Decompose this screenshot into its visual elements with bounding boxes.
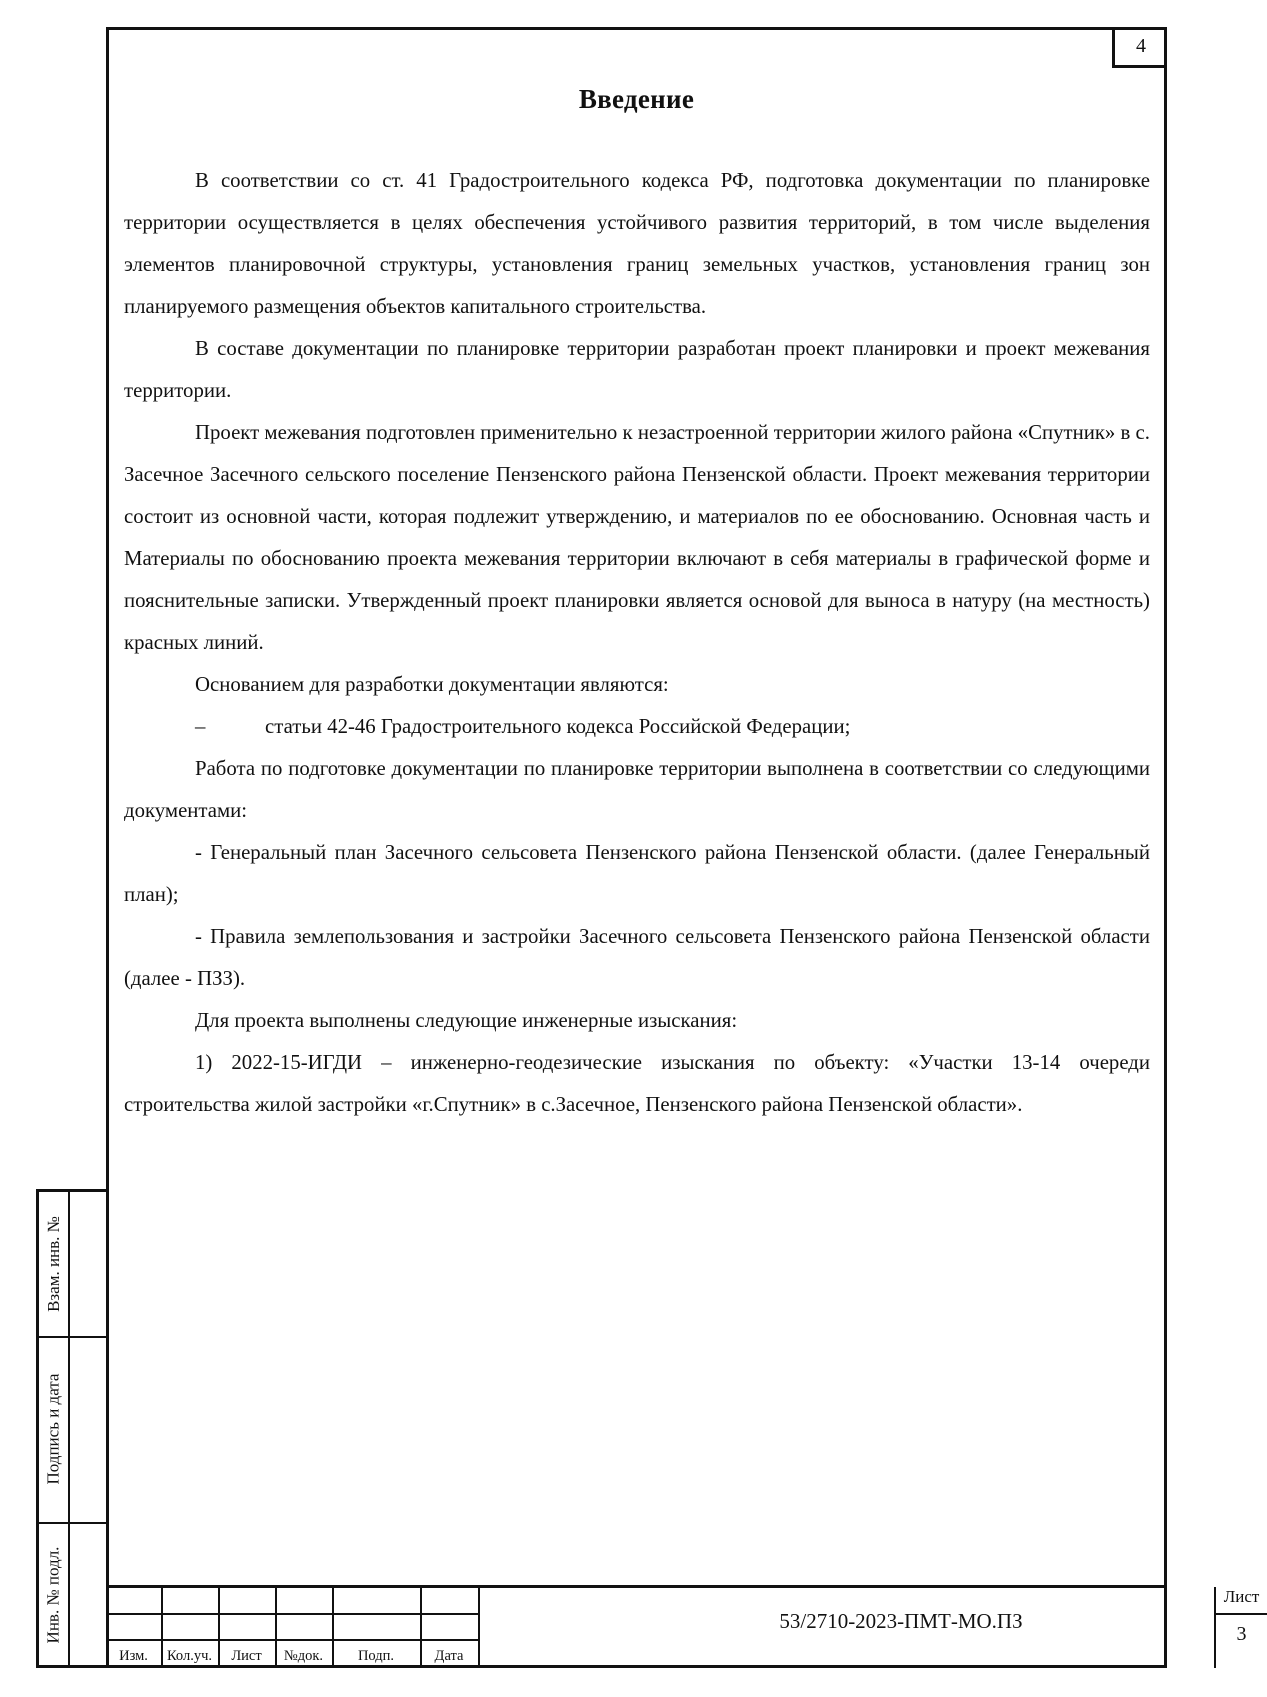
inv-original-label: Инв. № подл. [43,1546,63,1644]
paragraph: - Генеральный план Засечного сельсовета Пензенского района Пензенской области. (далее Генеральный план); [124,841,1150,906]
header-data: Дата [434,1648,464,1664]
paragraph: Для проекта выполнены следующие инженерные изыскания: [195,1009,738,1032]
paragraph: В составе документации по планировке территории разработан проект планировки и проект межевания территории. [124,337,1150,402]
side-stamp-divider [68,1192,70,1665]
paragraph: Проект межевания подготовлен применительно к незастроенной территории жилого района «Спутник» в с. Засечное Засечного сельского поселение Пензенского района Пензенской области. Проект межевания территории состоит из основной части, которая подлежит утверждению, и материалов по ее обоснованию. Основная часть и Материалы по обоснованию проекта межевания территории включают в себя материалы в графической форме и пояснительные записки. Утвержденный проект планировки является основой для выноса в натуру (на местность) красных линий. [124,421,1150,654]
header-list: Лист [231,1648,262,1664]
body-text [124,160,1150,1126]
sheet-label: Лист [1223,1587,1260,1606]
paragraph: Работа по подготовке документации по планировке территории выполнена в соответствии со следующими документами: [124,757,1150,822]
document-code: 53/2710-2023-ПМТ-МО.ПЗ [779,1609,1023,1633]
list-item-text: статьи 42-46 Градостроительного кодекса Российской Федерации; [265,715,851,738]
paragraph: В соответствии со ст. 41 Градостроительного кодекса РФ, подготовка документации по планировке территории осуществляется в целях обеспечения устойчивого развития территорий, в том числе выделения элементов планировочной структуры, установления границ земельных участков, установления границ зон планируемого размещения объектов капитального строительства. [124,169,1150,318]
paragraph: - Правила землепользования и застройки Засечного сельсовета Пензенского района Пензенской области (далее - ПЗЗ). [124,925,1150,990]
header-kol-uch: Кол.уч. [166,1648,213,1664]
section-title: Введение [578,84,695,114]
paragraph: Основанием для разработки документации являются: [195,673,669,696]
header-podp: Подп. [357,1648,395,1664]
title-block [106,1587,1260,1668]
paragraph: 1) 2022-15-ИГДИ – инженерно-геодезические изыскания по объекту: «Участки 13-14 очереди строительства жилой застройки «г.Спутник» в с.Засечное, Пензенского района Пензенской области». [124,1051,1150,1116]
vzam-inv-label: Взам. инв. № [43,1216,63,1312]
header-izm: Изм. [119,1648,148,1664]
sheet-number: 3 [1236,1623,1247,1645]
signature-date-label: Подпись и дата [43,1373,63,1485]
list-item [124,706,1150,748]
list-dash: – [195,715,206,738]
side-stamp [36,1189,106,1668]
page-number-badge: 4 [1112,27,1167,68]
header-ndok: №док. [283,1648,324,1664]
